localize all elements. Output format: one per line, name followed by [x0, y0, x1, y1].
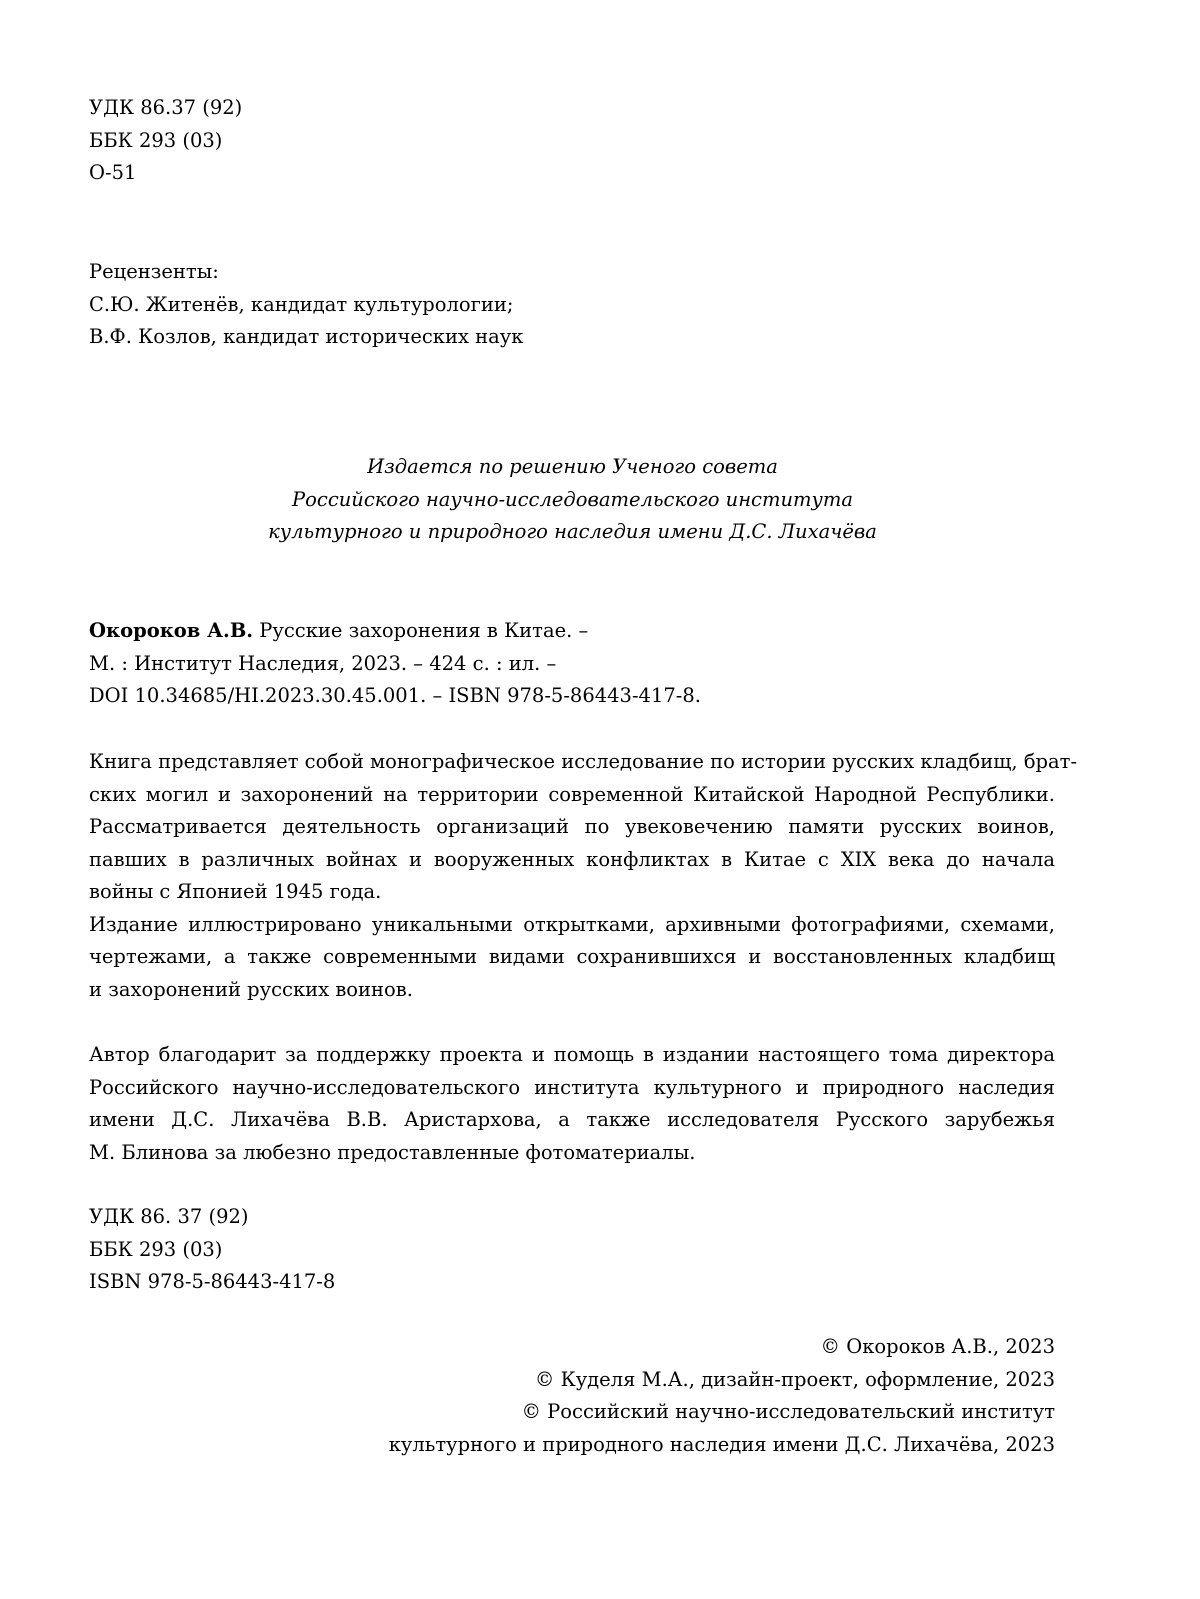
abstract-line: Издание иллюстрировано уникальными открытками, архивными фотографиями, схемами,	[89, 912, 1055, 936]
acknowledgement-line: имени Д.С. Лихачёва В.В. Аристархова, а также исследователя Русского зарубежья	[89, 1108, 1055, 1131]
bbk-code: ББК 293 (03)	[89, 1237, 223, 1261]
footer-codes	[89, 1201, 335, 1299]
citation-line-1	[89, 615, 701, 648]
header-codes	[89, 92, 242, 190]
acknowledgement-line: М. Блинова за любезно предоставленные фотоматериалы.	[89, 1140, 696, 1164]
abstract	[89, 746, 1078, 1006]
abstract-line: и захоронений русских воинов.	[89, 977, 413, 1001]
copyright-line: культурного и природного наследия имени Д.С. Лихачёва, 2023	[388, 1432, 1055, 1456]
abstract-line: Книга представляет собой монографическое исследование по истории русских кладбищ, брат-	[89, 750, 1078, 773]
abstract-line: войны с Японией 1945 года.	[89, 880, 382, 903]
isbn-code: ISBN 978-5-86443-417-8	[89, 1270, 336, 1293]
citation-line-2: М. : Институт Наследия, 2023. – 424 с. : ил. –	[89, 651, 557, 675]
abstract-line: чертежами, а также современными видами сохранившихся и восстановленных кладбищ	[89, 945, 1055, 968]
reviewers	[89, 256, 523, 354]
abstract-line: павших в различных войнах и вооруженных конфликтах в Китае с XIX века до начала	[89, 847, 1055, 871]
reviewer-1: С.Ю. Житенёв, кандидат культурологии;	[89, 292, 514, 316]
acknowledgement	[89, 1039, 1055, 1169]
publication-note-line: культурного и природного наследия имени Д.С. Лихачёва	[268, 520, 877, 543]
copyright-line: © Российский научно-исследовательский институт	[521, 1400, 1055, 1423]
citation-author: Окороков А.В.	[89, 619, 254, 642]
abstract-line: Рассматривается деятельность организаций по увековечению памяти русских воинов,	[89, 815, 1055, 838]
author-mark: О-51	[89, 161, 137, 184]
citation-title: Русские захоронения в Китае. –	[253, 619, 589, 642]
publication-note	[0, 451, 1145, 549]
copyright-line: © Куделя М.А., дизайн-проект, оформление, 2023	[534, 1367, 1055, 1391]
copyright-line: © Окороков А.В., 2023	[820, 1335, 1055, 1358]
citation-line-3: DOI 10.34685/HI.2023.30.45.001. – ISBN 978-5-86443-417-8.	[89, 684, 701, 707]
publication-note-line: Российского научно-исследовательского института	[292, 487, 853, 511]
abstract-line: ских могил и захоронений на территории современной Китайской Народной Республики.	[89, 782, 1055, 806]
reviewer-2: В.Ф. Козлов, кандидат исторических наук	[89, 325, 524, 348]
publication-note-line: Издается по решению Ученого совета	[367, 455, 778, 478]
reviewers-title: Рецензенты:	[89, 260, 219, 283]
acknowledgement-line: Российского научно-исследовательского института культурного и природного наследия	[89, 1075, 1055, 1099]
udk-code: УДК 86.37 (92)	[89, 96, 243, 119]
udk-code: УДК 86. 37 (92)	[89, 1205, 249, 1228]
bbk-code: ББК 293 (03)	[89, 128, 223, 152]
citation	[89, 615, 701, 713]
copyright	[89, 1331, 1055, 1461]
acknowledgement-line: Автор благодарит за поддержку проекта и помощь в издании настоящего тома директора	[89, 1043, 1055, 1066]
